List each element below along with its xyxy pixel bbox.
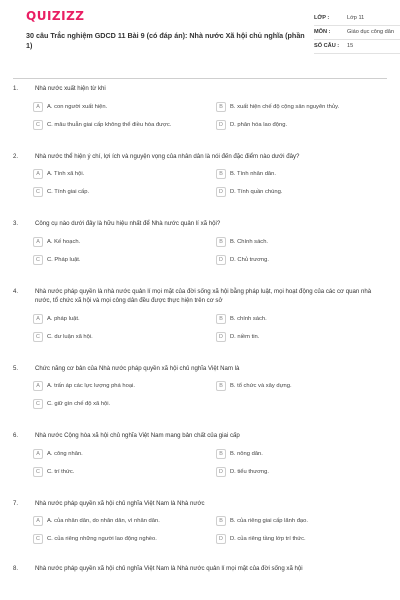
option-letter-box: A	[33, 169, 43, 179]
question-body: Công cụ nào dưới đây là hữu hiệu nhất để Nhà nước quản lí xã hội?	[35, 220, 221, 227]
answer-option[interactable]	[33, 399, 204, 409]
answer-options	[13, 516, 387, 544]
option-text: B. tổ chức và xây dựng.	[230, 383, 292, 389]
option-letter-box: A	[33, 449, 43, 459]
question-number: 8.	[13, 565, 19, 572]
question-body: Nhà nước xuất hiện từ khi	[35, 85, 106, 92]
answer-option[interactable]	[33, 332, 204, 342]
question-number: 3.	[13, 220, 19, 227]
option-text: D. Tính quần chúng.	[230, 189, 283, 195]
question-number: 2.	[13, 152, 19, 160]
option-text: A. Tính xã hội.	[47, 171, 85, 177]
option-letter-box: A	[33, 516, 43, 526]
answer-option[interactable]	[33, 314, 204, 324]
answer-option[interactable]	[33, 255, 204, 265]
answer-option[interactable]	[33, 381, 204, 391]
option-text: A. trấn áp các lực lượng phá hoại.	[47, 383, 135, 389]
meta-subject-label: MÔN :	[314, 29, 331, 35]
option-text: B. của riêng giai cấp lãnh đạo.	[230, 518, 308, 524]
option-letter-box: D	[216, 187, 226, 197]
question-text	[13, 219, 387, 229]
meta-info	[314, 12, 400, 54]
answer-option[interactable]	[216, 255, 387, 265]
meta-subject-row	[314, 26, 400, 40]
header-divider	[13, 78, 387, 79]
option-text: C. giữ gìn chế độ xã hội.	[47, 401, 111, 407]
question-text	[13, 564, 387, 574]
answer-option[interactable]	[216, 332, 387, 342]
answer-option[interactable]	[216, 381, 387, 391]
option-text: B. chính sách.	[230, 315, 267, 322]
option-letter-box: A	[33, 102, 43, 112]
answer-options	[13, 449, 387, 477]
meta-count-value: 15	[347, 43, 354, 49]
logo-text: QUIZIZZ	[26, 9, 85, 23]
question-body: Nhà nước Cộng hòa xã hội chủ nghĩa Việt Nam mang bản chất của giai cấp	[35, 432, 240, 439]
option-text: A. con người xuất hiện.	[47, 103, 108, 110]
option-text: C. của riêng những người lao động nghèo.	[47, 536, 157, 542]
option-letter-box: B	[216, 516, 226, 526]
worksheet-header	[13, 0, 394, 76]
answer-options	[13, 381, 387, 409]
meta-count-row	[314, 40, 400, 54]
option-letter-box: C	[33, 467, 43, 477]
option-text: C. dư luận xã hội.	[47, 333, 93, 340]
option-letter-box: B	[216, 102, 226, 112]
question-item	[13, 564, 387, 574]
question-list	[13, 84, 387, 594]
question-text	[13, 152, 387, 162]
quizizz-logo	[26, 9, 84, 23]
question-body: Nhà nước thể hiện ý chí, lợi ích và nguyện vọng của nhân dân là nói đến đặc điểm nào dưới đây?	[35, 152, 300, 160]
answer-option[interactable]	[33, 534, 204, 544]
option-letter-box: C	[33, 399, 43, 409]
question-text	[13, 499, 387, 509]
question-body: Nhà nước pháp quyền xã hội chủ nghĩa Việt Nam là Nhà nước	[35, 499, 205, 507]
option-letter-box: B	[216, 169, 226, 179]
question-number: 1.	[13, 85, 19, 92]
answer-option[interactable]	[216, 534, 387, 544]
option-letter-box: D	[216, 255, 226, 265]
question-number: 6.	[13, 432, 19, 439]
answer-option[interactable]	[216, 102, 387, 112]
question-item	[13, 84, 387, 130]
meta-class-row	[314, 12, 400, 26]
question-body: Nhà nước pháp quyền là nhà nước quản lí mọi mặt của đời sống xã hội bằng pháp luật, mọi hoạt động của các cơ quan nhà nước, tổ chức xã hội và mọi công dân đều được thực hiện trên cơ sở	[35, 287, 372, 304]
answer-options	[13, 237, 387, 265]
question-number: 5.	[13, 364, 19, 372]
question-body: Chức năng cơ bản của Nhà nước pháp quyền xã hội chủ nghĩa Việt Nam là	[35, 364, 240, 372]
option-text: B. nông dân.	[230, 450, 263, 457]
question-item	[13, 287, 387, 342]
answer-option[interactable]	[216, 169, 387, 179]
answer-option[interactable]	[216, 120, 387, 130]
option-letter-box: C	[33, 534, 43, 544]
option-text: D. tiểu thương.	[230, 468, 269, 475]
answer-option[interactable]	[33, 120, 204, 130]
option-text: C. Pháp luật.	[47, 256, 81, 263]
option-letter-box: D	[216, 120, 226, 130]
question-item	[13, 364, 387, 410]
meta-class-label: LỚP :	[314, 15, 330, 21]
answer-option[interactable]	[216, 516, 387, 526]
answer-option[interactable]	[216, 314, 387, 324]
option-letter-box: B	[216, 314, 226, 324]
answer-option[interactable]	[216, 187, 387, 197]
option-text: B. xuất hiện chế độ cộng sản nguyên thủy.	[230, 103, 340, 110]
option-text: D. của riêng tầng lớp trí thức.	[230, 536, 306, 542]
answer-options	[13, 169, 387, 197]
question-number: 7.	[13, 499, 19, 507]
option-text: C. mâu thuẫn giai cấp không thể điều hòa được.	[47, 121, 172, 128]
answer-option[interactable]	[33, 449, 204, 459]
answer-option[interactable]	[216, 467, 387, 477]
option-letter-box: A	[33, 381, 43, 391]
option-letter-box: C	[33, 187, 43, 197]
answer-option[interactable]	[33, 237, 204, 247]
answer-option[interactable]	[33, 102, 204, 112]
option-letter-box: A	[33, 237, 43, 247]
option-letter-box: B	[216, 381, 226, 391]
option-letter-box: D	[216, 332, 226, 342]
question-item	[13, 219, 387, 265]
answer-options	[13, 314, 387, 342]
option-text: C. Tính giai cấp.	[47, 189, 90, 195]
option-text: A. pháp luật.	[47, 315, 80, 322]
answer-options	[13, 102, 387, 130]
question-body: Nhà nước pháp quyền xã hội chủ nghĩa Việt Nam là Nhà nước quản lí mọi mặt của đời sống xã hội	[35, 565, 303, 572]
option-letter-box: C	[33, 120, 43, 130]
question-text	[13, 431, 387, 441]
option-text: D. niềm tin.	[230, 333, 260, 340]
answer-option[interactable]	[33, 187, 204, 197]
meta-class-value: Lớp 11	[347, 15, 365, 21]
answer-option[interactable]	[33, 516, 204, 526]
question-text	[13, 84, 387, 94]
question-item	[13, 431, 387, 477]
option-letter-box: D	[216, 534, 226, 544]
question-item	[13, 152, 387, 198]
question-text	[13, 287, 387, 306]
option-text: A. Kế hoạch.	[47, 238, 81, 245]
answer-option[interactable]	[216, 449, 387, 459]
option-letter-box: C	[33, 255, 43, 265]
question-item	[13, 499, 387, 545]
option-text: B. Tính nhân dân.	[230, 171, 276, 177]
answer-option[interactable]	[33, 169, 204, 179]
answer-option[interactable]	[33, 467, 204, 477]
question-number: 4.	[13, 287, 19, 295]
option-text: D. phân hóa lao động.	[230, 121, 288, 128]
option-text: D. Chủ trương.	[230, 256, 269, 263]
option-text: A. công nhân.	[47, 450, 83, 457]
option-text: C. trí thức.	[47, 468, 75, 475]
option-letter-box: A	[33, 314, 43, 324]
option-letter-box: C	[33, 332, 43, 342]
option-letter-box: B	[216, 237, 226, 247]
question-text	[13, 364, 387, 374]
worksheet-title: 30 câu Trắc nghiệm GDCD 11 Bài 9 (có đáp án): Nhà nước Xã hội chủ nghĩa (phần 1)	[26, 31, 305, 50]
option-letter-box: B	[216, 449, 226, 459]
meta-count-label: SỐ CÂU :	[314, 43, 340, 49]
meta-subject-value: Giáo dục công dân	[347, 29, 394, 35]
option-text: B. Chính sách.	[230, 238, 269, 245]
answer-option[interactable]	[216, 237, 387, 247]
option-letter-box: D	[216, 467, 226, 477]
option-text: A. của nhân dân, do nhân dân, vì nhân dân.	[47, 518, 160, 524]
